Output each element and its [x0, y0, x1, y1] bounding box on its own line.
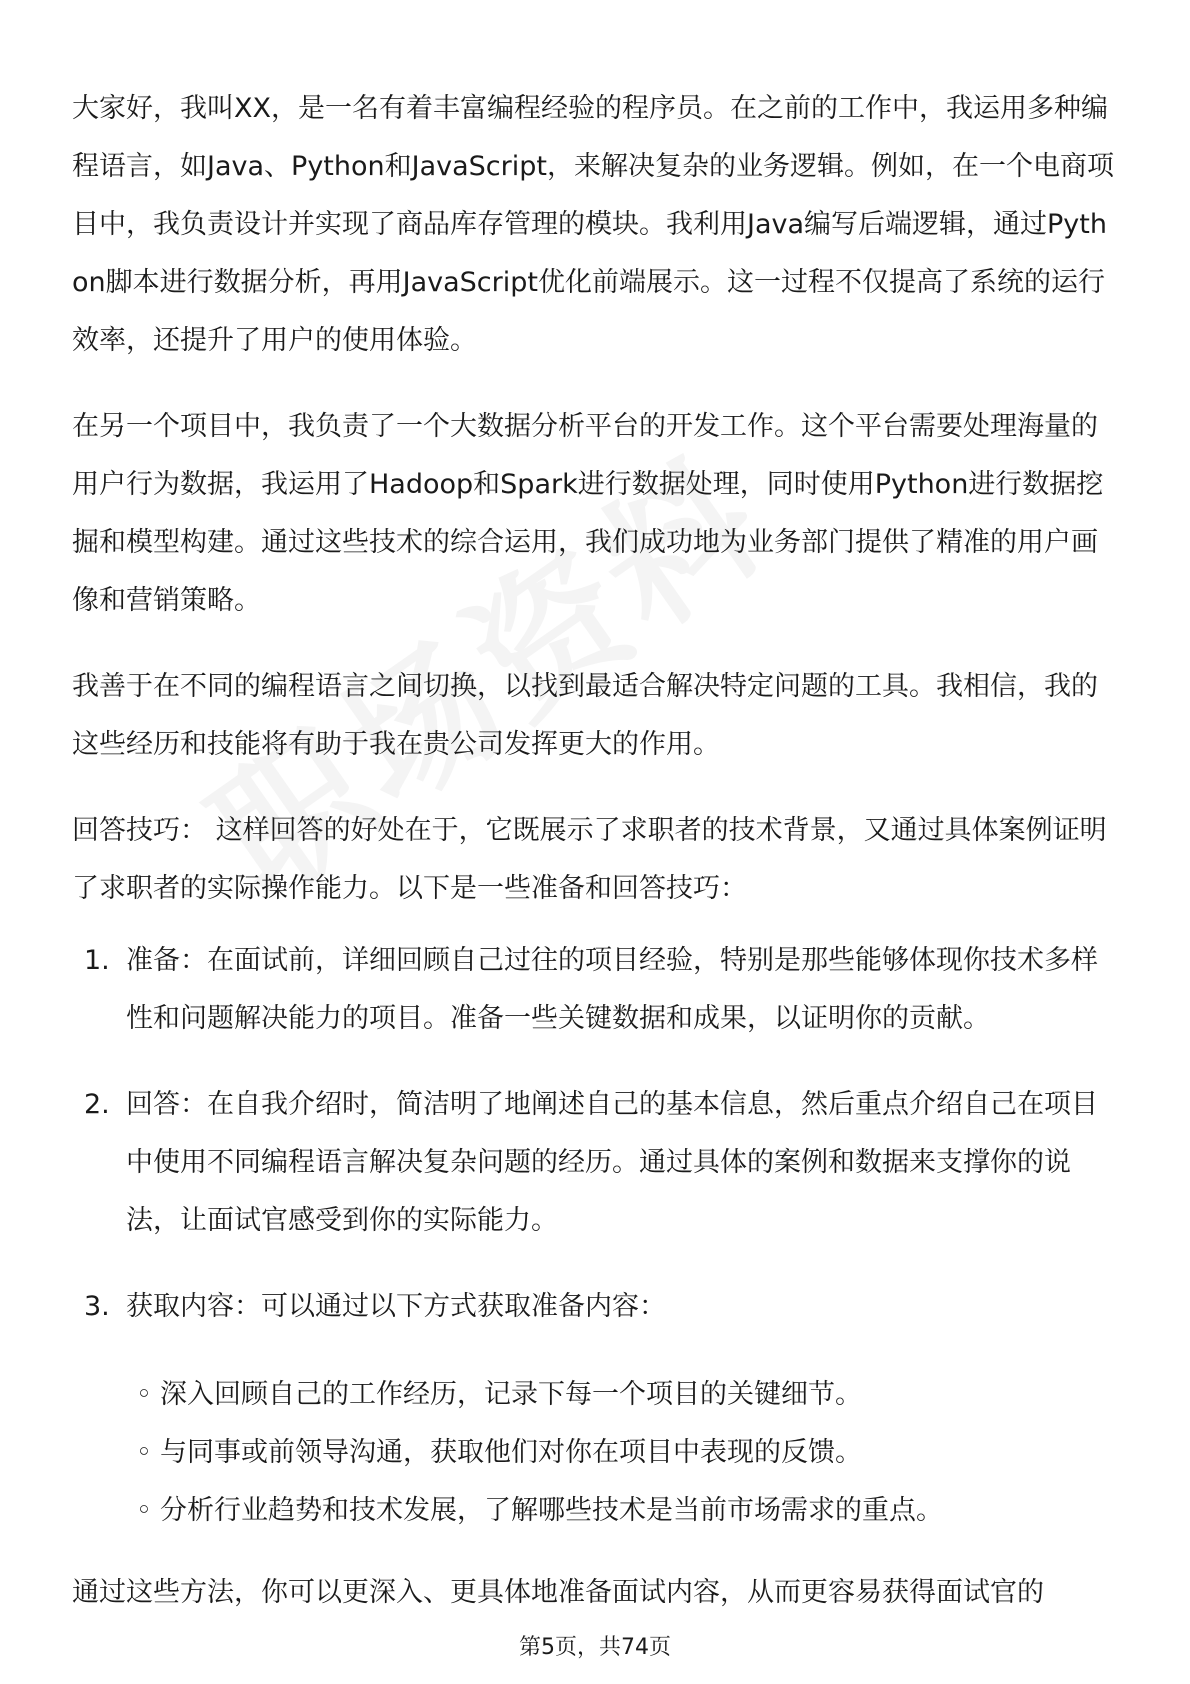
list-item-text: 获取内容：可以通过以下方式获取准备内容： — [126, 1291, 666, 1322]
bullet-icon: ◦ — [136, 1379, 152, 1410]
paragraph-bigdata: 在另一个项目中，我负责了一个大数据分析平台的开发工作。这个平台需要处理海量的用户行为数据，我运用了Hadoop和Spark进行数据处理，同时使用Python进行数据挖掘和模型构建。通过这些技术的综合运用，我们成功地为业务部门提供了精准的用户画像和营销策略。 — [72, 411, 1104, 616]
bullet-item — [126, 1366, 1122, 1424]
paragraph-intro: 大家好，我叫XX，是一名有着丰富编程经验的程序员。在之前的工作中，我运用多种编程语言，如Java、Python和JavaScript，来解决复杂的业务逻辑。例如，在一个电商项目中，我负责设计并实现了商品库存管理的模块。我利用Java编写后端逻辑，通过Python脚本进行数据分析，再用JavaScript优化前端展示。这一过程不仅提高了系统的运行效率，还提升了用户的使用体验。 — [72, 93, 1114, 356]
list-number: 2. — [84, 1089, 110, 1120]
bullet-item-text: 分析行业趋势和技术发展，了解哪些技术是当前市场需求的重点。 — [160, 1495, 943, 1526]
list-item — [72, 1278, 1122, 1540]
paragraph-switching: 我善于在不同的编程语言之间切换，以找到最适合解决特定问题的工具。我相信，我的这些经历和技能将有助于我在贵公司发挥更大的作用。 — [72, 671, 1098, 760]
document-body — [72, 80, 1122, 1650]
bullet-item-text: 深入回顾自己的工作经历，记录下每一个项目的关键细节。 — [160, 1379, 862, 1410]
bullet-item-text: 与同事或前领导沟通，获取他们对你在项目中表现的反馈。 — [160, 1437, 862, 1468]
list-item — [72, 932, 1122, 1048]
paragraph-tips: 回答技巧： 这样回答的好处在于，它既展示了求职者的技术背景，又通过具体案例证明了求职者的实际操作能力。以下是一些准备和回答技巧： — [72, 815, 1107, 904]
list-item-text: 准备：在面试前，详细回顾自己过往的项目经验，特别是那些能够体现你技术多样性和问题解决能力的项目。准备一些关键数据和成果，以证明你的贡献。 — [126, 945, 1098, 1034]
list-number: 1. — [84, 945, 110, 976]
bullet-item — [126, 1482, 1122, 1540]
paragraph-closing: 通过这些方法，你可以更深入、更具体地准备面试内容，从而更容易获得面试官的 — [72, 1577, 1044, 1608]
numbered-list — [72, 932, 1122, 1540]
bullet-icon: ◦ — [136, 1495, 152, 1526]
list-number: 3. — [84, 1291, 110, 1322]
list-item — [72, 1076, 1122, 1250]
bullet-list — [126, 1366, 1122, 1540]
bullet-item — [126, 1424, 1122, 1482]
page-number-footer: 第5页，共74页 — [519, 1635, 671, 1660]
bullet-icon: ◦ — [136, 1437, 152, 1468]
list-item-text: 回答：在自我介绍时，简洁明了地阐述自己的基本信息，然后重点介绍自己在项目中使用不同编程语言解决复杂问题的经历。通过具体的案例和数据来支撑你的说法，让面试官感受到你的实际能力。 — [126, 1089, 1098, 1236]
